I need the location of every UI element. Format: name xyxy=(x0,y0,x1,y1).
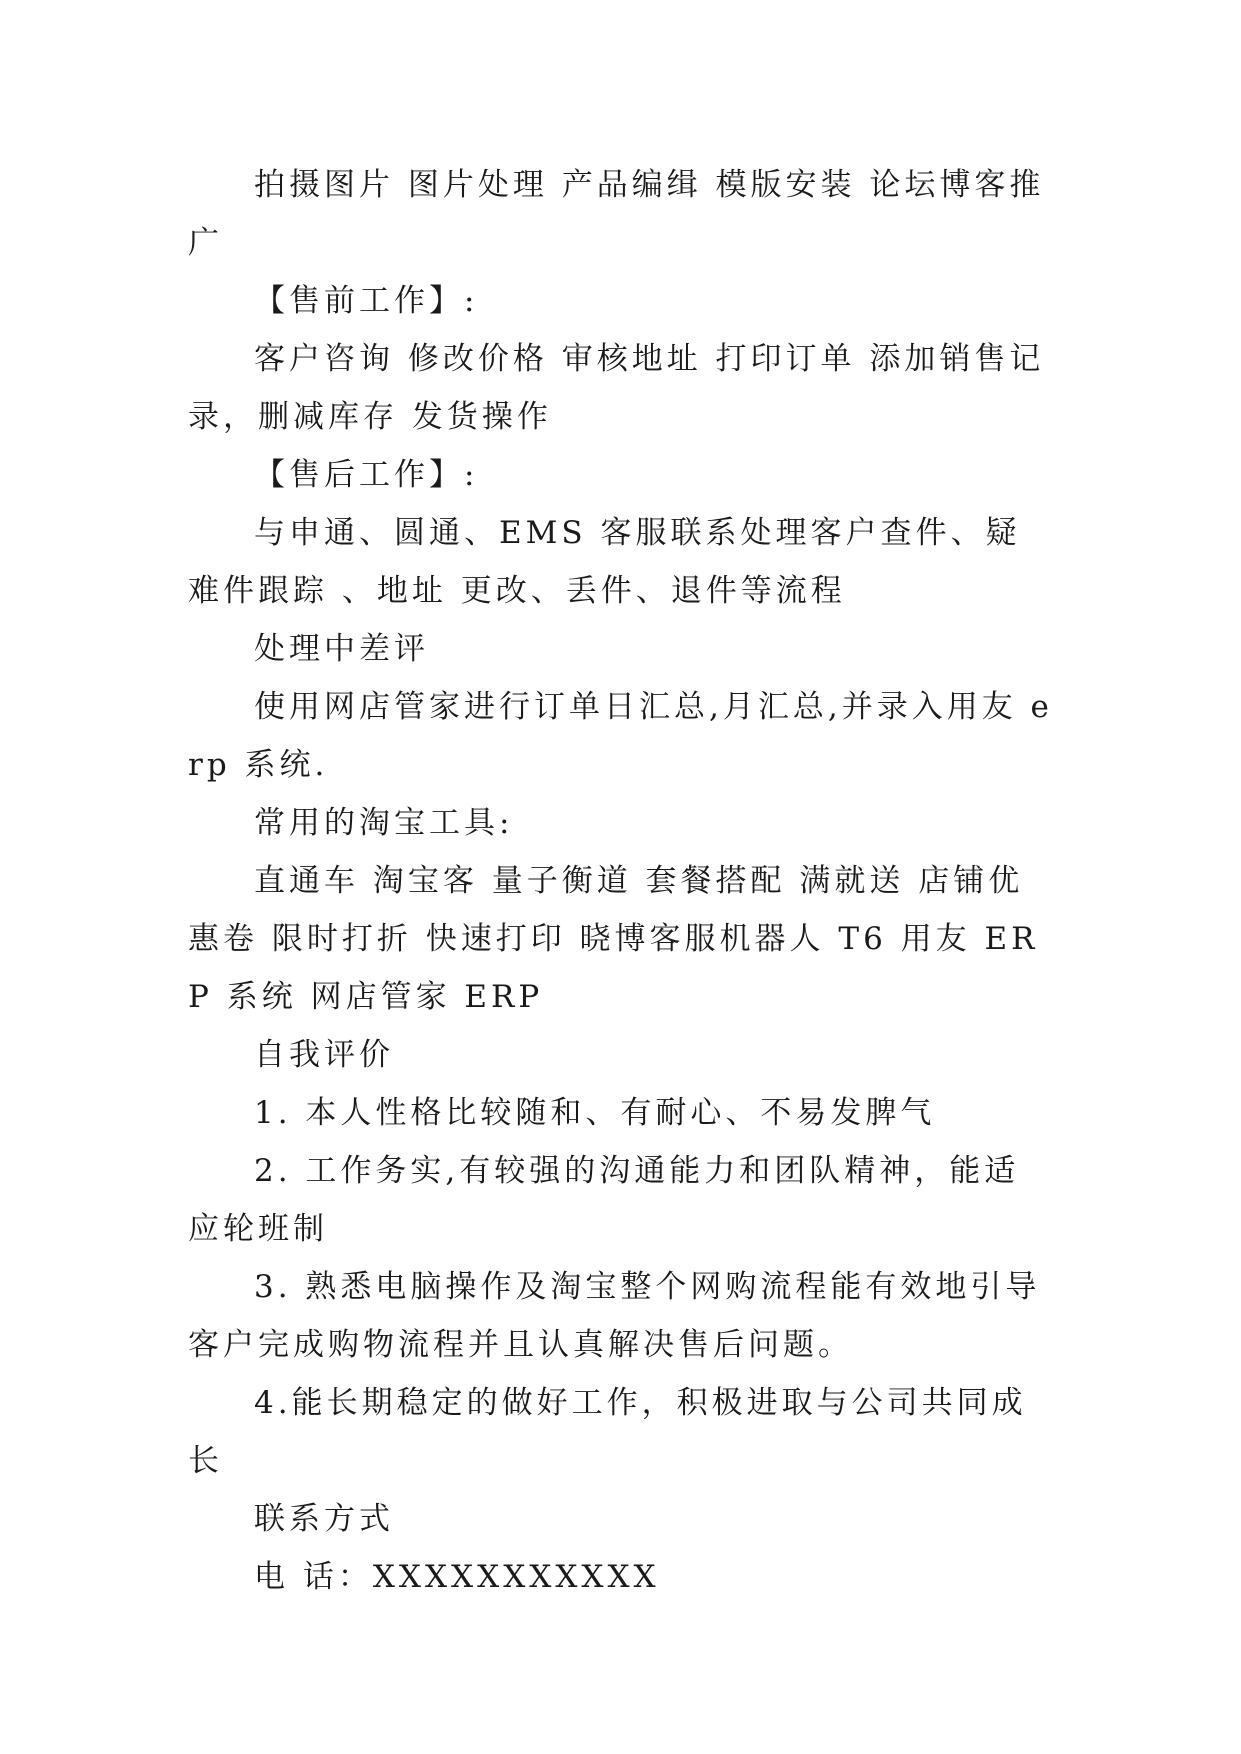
evaluation-item-1: 1. 本人性格比较随和、有耐心、不易发脾气 xyxy=(254,1095,936,1131)
evaluation-item-3: 3. 熟悉电脑操作及淘宝整个网购流程能有效地引导客户完成购物流程并且认真解决售后问题。 xyxy=(188,1269,1041,1363)
paragraph-presale-tasks: 客户咨询 修改价格 审核地址 打印订单 添加销售记录，删减库存 发货操作 xyxy=(188,341,1045,435)
contact-phone: 电 话：XXXXXXXXXXX xyxy=(254,1559,660,1595)
heading-presale-work: 【售前工作】: xyxy=(254,283,479,319)
paragraph-handle-reviews: 处理中差评 xyxy=(254,631,429,667)
heading-self-evaluation: 自我评价 xyxy=(254,1037,394,1073)
paragraph-tools-list: 直通车 淘宝客 量子衡道 套餐搭配 满就送 店铺优惠卷 限时打折 快速打印 晓博客服机器人 T6 用友 ERP 系统 网店管家 ERP xyxy=(188,863,1039,1015)
heading-contact: 联系方式 xyxy=(254,1501,394,1537)
document-body xyxy=(188,156,1054,1606)
paragraph-erp-summary: 使用网店管家进行订单日汇总,月汇总,并录入用友 erp 系统. xyxy=(188,689,1053,783)
heading-aftersale-work: 【售后工作】: xyxy=(254,457,479,493)
evaluation-item-2: 2. 工作务实,有较强的沟通能力和团队精神，能适应轮班制 xyxy=(188,1153,1020,1247)
paragraph-photo-tasks: 拍摄图片 图片处理 产品编缉 模版安装 论坛博客推广 xyxy=(188,167,1045,261)
paragraph-aftersale-tasks: 与申通、圆通、EMS 客服联系处理客户查件、疑难件跟踪 、地址 更改、丢件、退件等流程 xyxy=(188,515,1021,609)
heading-taobao-tools: 常用的淘宝工具: xyxy=(254,805,514,841)
evaluation-item-4: 4.能长期稳定的做好工作，积极进取与公司共同成长 xyxy=(188,1385,1027,1479)
